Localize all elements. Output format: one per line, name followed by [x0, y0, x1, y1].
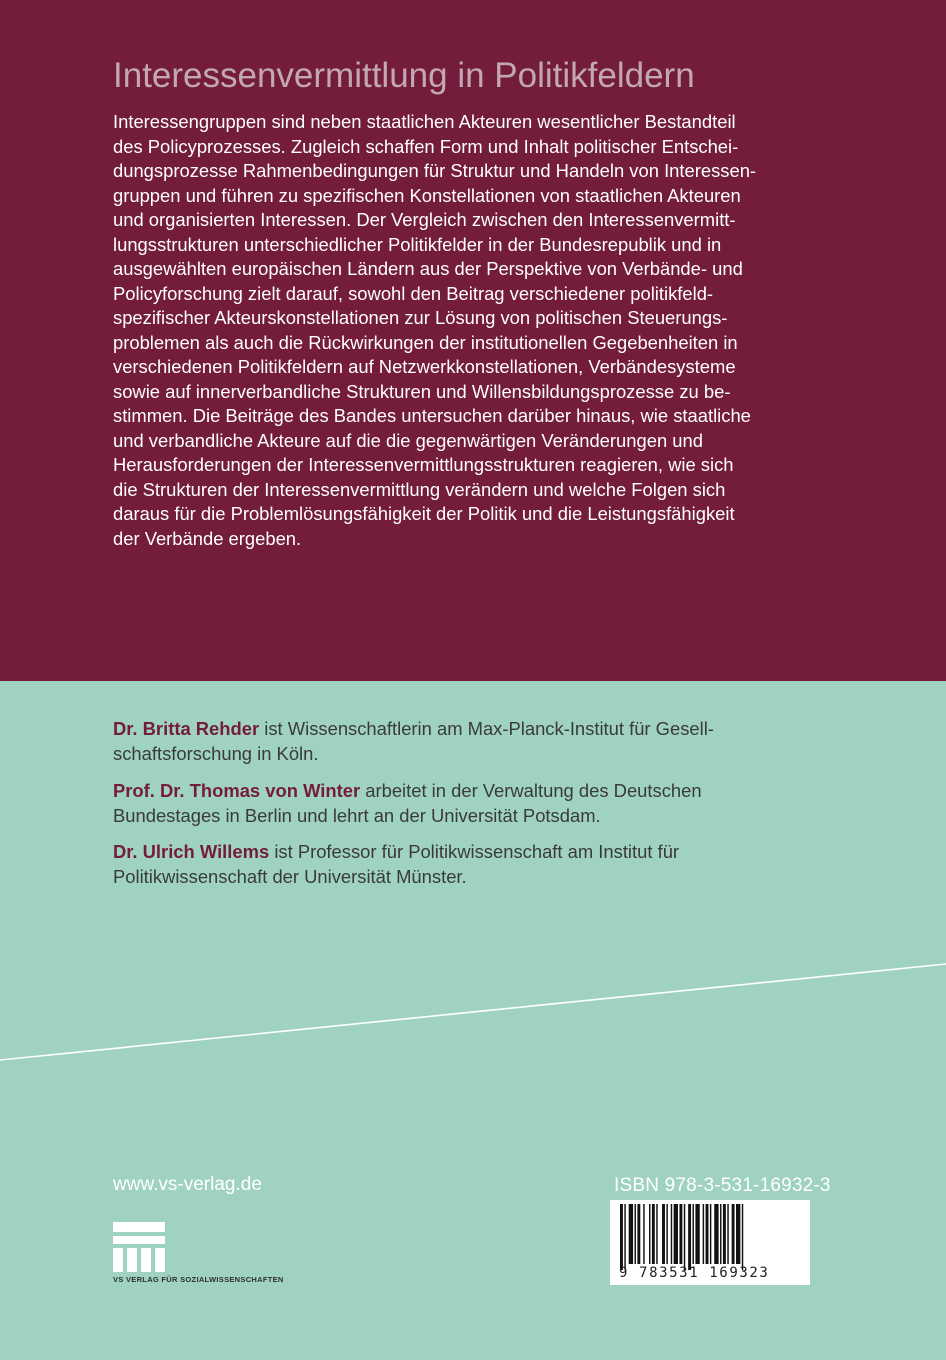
isbn-label: ISBN 978-3-531-16932-3 — [614, 1175, 831, 1196]
publisher-logo-icon — [113, 1222, 165, 1272]
publisher-website: www.vs-verlag.de — [113, 1174, 262, 1195]
author-description: ist Wissenschaftlerin am Max-Planck-Institut für Gesell- schaftsforschung in Köln. — [113, 718, 714, 764]
publisher-name: VS VERLAG FÜR SOZIALWISSENSCHAFTEN — [113, 1275, 284, 1284]
author-bio-von-winter — [113, 779, 833, 828]
author-description: ist Professor für Politikwissenschaft am Institut für Politikwissenschaft der Universität Münster. — [113, 841, 680, 887]
author-bio-rehder — [113, 717, 833, 766]
author-bio-willems — [113, 840, 833, 889]
author-name: Dr. Ulrich Willems — [113, 841, 270, 862]
author-description: arbeitet in der Verwaltung des Deutschen Bundestages in Berlin und lehrt an der Universität Potsdam. — [113, 780, 702, 826]
book-title: Interessenvermittlung in Politikfeldern — [113, 56, 695, 95]
author-name: Dr. Britta Rehder — [113, 718, 260, 739]
barcode-digits: 9 783531 169323 — [619, 1265, 770, 1281]
author-name: Prof. Dr. Thomas von Winter — [113, 780, 361, 801]
book-description: Interessengruppen sind neben staatlichen Akteuren wesentlicher Bestandteil des Policyprozesses. Zugleich schaffen Form und Inhalt politischer Entschei- dungsprozesse Rahmenbedingungen für Struktur und Handeln von Interessen- gruppen und führen zu spezifischen Konstellationen von staatlichen Akteuren und organisierten Interessen. Der Vergleich zwischen den Interessenvermitt- lungsstrukturen unterschiedlicher Politikfelder in der Bundesrepublik und in ausgewählten europäischen Ländern aus der Perspektive von Verbände- und Policyforschung zielt darauf, sowohl den Beitrag verschiedener politikfeld- spezifischer Akteurskonstellationen zur Lösung von politischen Steuerungs- problemen als auch die Rückwirkungen der institutionellen Gegebenheiten in verschiedenen Politikfeldern auf Netzwerkkonstellationen, Verbändesysteme sowie auf innerverbandliche Strukturen und Willensbildungsprozesse zu be- stimmen. Die Beiträge des Bandes untersuchen darüber hinaus, wie staatliche und verbandliche Akteure auf die die gegenwärtigen Veränderungen und Herausforderungen der Interessenvermittlungsstrukturen reagieren, wie sich die Strukturen der Interessenvermittlung verändern und welche Folgen sich daraus für die Problemlösungsfähigkeit der Politik und die Leistungsfähigkeit der Verbände ergeben. — [113, 111, 757, 549]
